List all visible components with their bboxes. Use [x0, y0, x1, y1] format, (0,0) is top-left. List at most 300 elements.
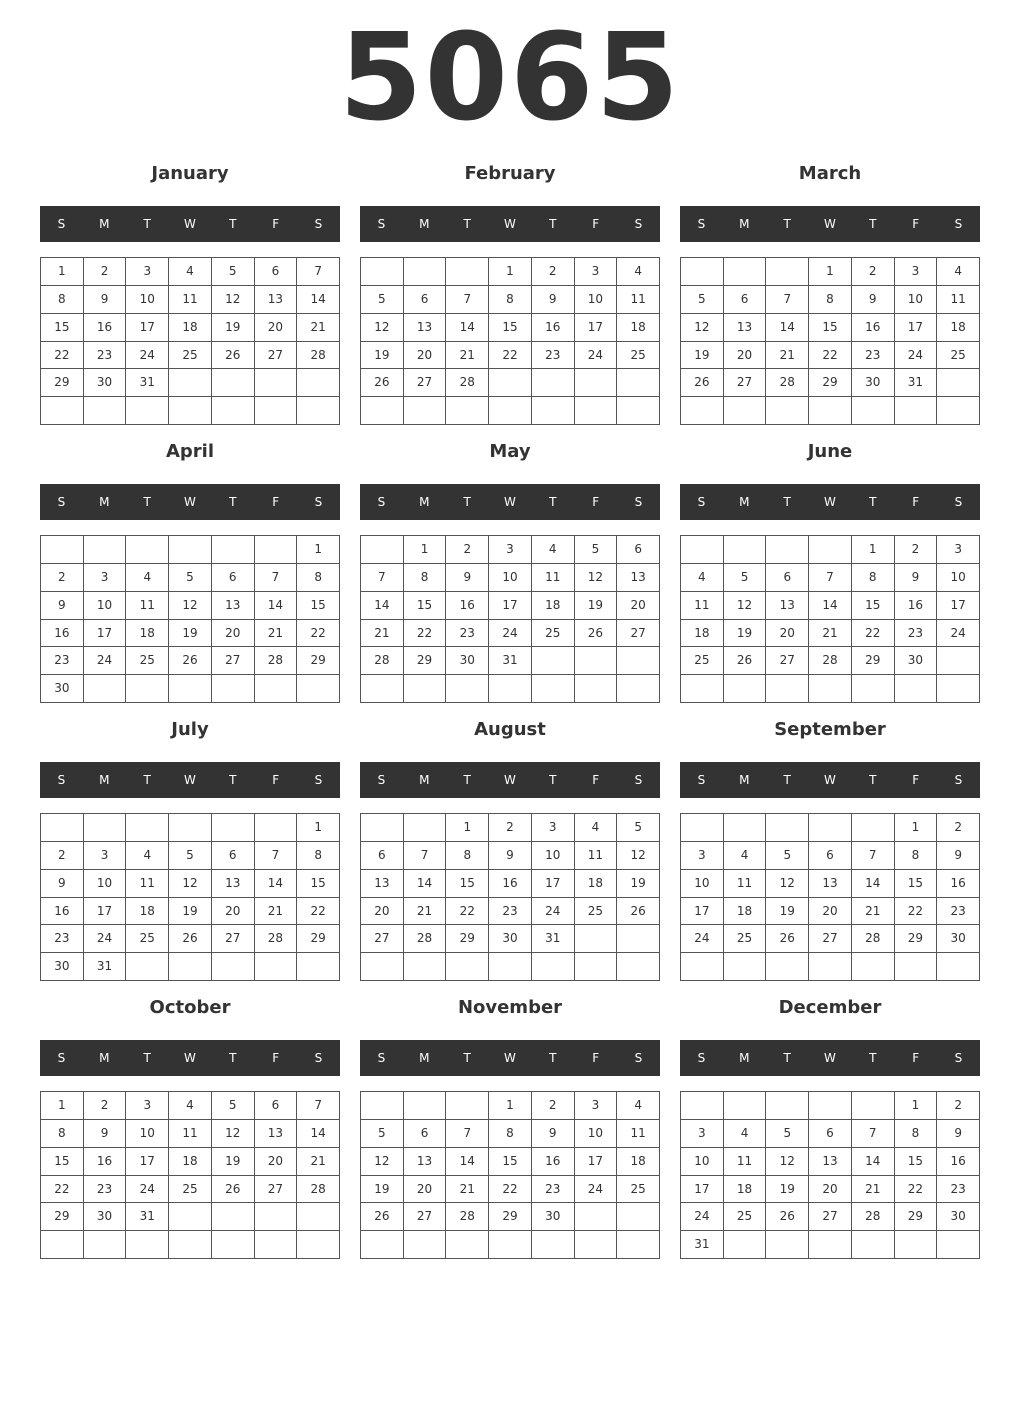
day-cell[interactable]: 11 [126, 592, 169, 620]
day-cell[interactable]: 7 [766, 286, 809, 314]
day-cell[interactable]: 27 [809, 925, 852, 953]
day-cell[interactable]: 10 [895, 286, 938, 314]
day-cell[interactable]: 13 [212, 592, 255, 620]
day-cell[interactable]: 18 [126, 620, 169, 648]
day-cell[interactable]: 30 [41, 953, 84, 981]
day-cell[interactable]: 26 [212, 1176, 255, 1204]
day-cell[interactable]: 17 [126, 314, 169, 342]
day-cell[interactable]: 19 [575, 592, 618, 620]
day-cell[interactable]: 8 [297, 842, 340, 870]
day-cell[interactable]: 6 [617, 536, 660, 564]
day-cell[interactable]: 24 [681, 925, 724, 953]
day-cell[interactable]: 16 [41, 620, 84, 648]
day-cell[interactable]: 22 [809, 342, 852, 370]
day-cell[interactable]: 29 [446, 925, 489, 953]
day-cell[interactable]: 24 [937, 620, 980, 648]
day-cell[interactable]: 4 [126, 842, 169, 870]
day-cell[interactable]: 10 [489, 564, 532, 592]
day-cell[interactable]: 19 [766, 898, 809, 926]
day-cell[interactable]: 11 [169, 286, 212, 314]
day-cell[interactable]: 13 [766, 592, 809, 620]
day-cell[interactable]: 10 [937, 564, 980, 592]
day-cell[interactable]: 27 [404, 369, 447, 397]
day-cell[interactable]: 12 [724, 592, 767, 620]
day-cell[interactable]: 2 [41, 842, 84, 870]
day-cell[interactable]: 12 [575, 564, 618, 592]
day-cell[interactable]: 12 [169, 592, 212, 620]
day-cell[interactable]: 13 [809, 870, 852, 898]
day-cell[interactable]: 15 [489, 314, 532, 342]
day-cell[interactable]: 25 [937, 342, 980, 370]
day-cell[interactable]: 6 [212, 564, 255, 592]
day-cell[interactable]: 6 [809, 842, 852, 870]
day-cell[interactable]: 7 [255, 842, 298, 870]
day-cell[interactable]: 3 [126, 258, 169, 286]
day-cell[interactable]: 24 [681, 1203, 724, 1231]
day-cell[interactable]: 1 [297, 536, 340, 564]
day-cell[interactable]: 24 [575, 342, 618, 370]
day-cell[interactable]: 5 [766, 1120, 809, 1148]
day-cell[interactable]: 24 [532, 898, 575, 926]
day-cell[interactable]: 18 [681, 620, 724, 648]
day-cell[interactable]: 19 [361, 1176, 404, 1204]
day-cell[interactable]: 21 [446, 1176, 489, 1204]
day-cell[interactable]: 17 [681, 1176, 724, 1204]
day-cell[interactable]: 3 [575, 258, 618, 286]
day-cell[interactable]: 27 [617, 620, 660, 648]
day-cell[interactable]: 12 [361, 314, 404, 342]
day-cell[interactable]: 27 [361, 925, 404, 953]
day-cell[interactable]: 17 [937, 592, 980, 620]
day-cell[interactable]: 16 [852, 314, 895, 342]
day-cell[interactable]: 27 [255, 1176, 298, 1204]
day-cell[interactable]: 8 [809, 286, 852, 314]
day-cell[interactable]: 19 [169, 620, 212, 648]
day-cell[interactable]: 23 [852, 342, 895, 370]
day-cell[interactable]: 14 [446, 1148, 489, 1176]
day-cell[interactable]: 28 [852, 1203, 895, 1231]
day-cell[interactable]: 3 [681, 1120, 724, 1148]
day-cell[interactable]: 7 [852, 842, 895, 870]
day-cell[interactable]: 16 [489, 870, 532, 898]
day-cell[interactable]: 25 [126, 925, 169, 953]
day-cell[interactable]: 15 [489, 1148, 532, 1176]
day-cell[interactable]: 18 [169, 314, 212, 342]
day-cell[interactable]: 30 [446, 647, 489, 675]
day-cell[interactable]: 2 [852, 258, 895, 286]
day-cell[interactable]: 23 [446, 620, 489, 648]
day-cell[interactable]: 14 [766, 314, 809, 342]
day-cell[interactable]: 20 [809, 898, 852, 926]
day-cell[interactable]: 25 [169, 342, 212, 370]
day-cell[interactable]: 18 [724, 1176, 767, 1204]
day-cell[interactable]: 15 [895, 870, 938, 898]
day-cell[interactable]: 3 [84, 564, 127, 592]
day-cell[interactable]: 1 [809, 258, 852, 286]
day-cell[interactable]: 1 [895, 814, 938, 842]
day-cell[interactable]: 26 [681, 369, 724, 397]
day-cell[interactable]: 18 [724, 898, 767, 926]
day-cell[interactable]: 5 [212, 258, 255, 286]
day-cell[interactable]: 4 [617, 258, 660, 286]
day-cell[interactable]: 16 [446, 592, 489, 620]
day-cell[interactable]: 14 [852, 1148, 895, 1176]
day-cell[interactable]: 28 [297, 342, 340, 370]
day-cell[interactable]: 13 [255, 1120, 298, 1148]
day-cell[interactable]: 28 [446, 369, 489, 397]
day-cell[interactable]: 22 [895, 898, 938, 926]
day-cell[interactable]: 28 [809, 647, 852, 675]
day-cell[interactable]: 31 [895, 369, 938, 397]
day-cell[interactable]: 29 [297, 925, 340, 953]
day-cell[interactable]: 15 [41, 314, 84, 342]
day-cell[interactable]: 20 [404, 342, 447, 370]
day-cell[interactable]: 29 [41, 1203, 84, 1231]
day-cell[interactable]: 14 [297, 286, 340, 314]
day-cell[interactable]: 22 [297, 898, 340, 926]
day-cell[interactable]: 24 [126, 1176, 169, 1204]
day-cell[interactable]: 31 [489, 647, 532, 675]
day-cell[interactable]: 7 [446, 286, 489, 314]
day-cell[interactable]: 11 [724, 870, 767, 898]
day-cell[interactable]: 9 [532, 1120, 575, 1148]
day-cell[interactable]: 28 [297, 1176, 340, 1204]
day-cell[interactable]: 7 [852, 1120, 895, 1148]
day-cell[interactable]: 6 [255, 258, 298, 286]
day-cell[interactable]: 9 [446, 564, 489, 592]
day-cell[interactable]: 20 [617, 592, 660, 620]
day-cell[interactable]: 4 [724, 842, 767, 870]
day-cell[interactable]: 2 [532, 258, 575, 286]
day-cell[interactable]: 10 [575, 286, 618, 314]
day-cell[interactable]: 20 [212, 898, 255, 926]
day-cell[interactable]: 11 [169, 1120, 212, 1148]
day-cell[interactable]: 20 [766, 620, 809, 648]
day-cell[interactable]: 13 [361, 870, 404, 898]
day-cell[interactable]: 9 [84, 286, 127, 314]
day-cell[interactable]: 2 [489, 814, 532, 842]
day-cell[interactable]: 4 [575, 814, 618, 842]
day-cell[interactable]: 30 [852, 369, 895, 397]
day-cell[interactable]: 23 [41, 925, 84, 953]
day-cell[interactable]: 6 [212, 842, 255, 870]
day-cell[interactable]: 3 [937, 536, 980, 564]
day-cell[interactable]: 22 [404, 620, 447, 648]
day-cell[interactable]: 4 [169, 1092, 212, 1120]
day-cell[interactable]: 9 [852, 286, 895, 314]
day-cell[interactable]: 21 [809, 620, 852, 648]
day-cell[interactable]: 21 [297, 314, 340, 342]
day-cell[interactable]: 26 [575, 620, 618, 648]
day-cell[interactable]: 2 [937, 814, 980, 842]
day-cell[interactable]: 11 [617, 1120, 660, 1148]
day-cell[interactable]: 20 [809, 1176, 852, 1204]
day-cell[interactable]: 6 [404, 1120, 447, 1148]
day-cell[interactable]: 13 [404, 1148, 447, 1176]
day-cell[interactable]: 10 [84, 870, 127, 898]
day-cell[interactable]: 5 [766, 842, 809, 870]
day-cell[interactable]: 10 [681, 1148, 724, 1176]
day-cell[interactable]: 28 [404, 925, 447, 953]
day-cell[interactable]: 7 [255, 564, 298, 592]
day-cell[interactable]: 14 [809, 592, 852, 620]
day-cell[interactable]: 28 [446, 1203, 489, 1231]
day-cell[interactable]: 5 [361, 286, 404, 314]
day-cell[interactable]: 19 [361, 342, 404, 370]
day-cell[interactable]: 2 [446, 536, 489, 564]
day-cell[interactable]: 2 [41, 564, 84, 592]
day-cell[interactable]: 4 [126, 564, 169, 592]
day-cell[interactable]: 7 [809, 564, 852, 592]
day-cell[interactable]: 1 [852, 536, 895, 564]
day-cell[interactable]: 8 [489, 1120, 532, 1148]
day-cell[interactable]: 8 [41, 1120, 84, 1148]
day-cell[interactable]: 9 [895, 564, 938, 592]
day-cell[interactable]: 17 [532, 870, 575, 898]
day-cell[interactable]: 21 [255, 620, 298, 648]
day-cell[interactable]: 30 [84, 1203, 127, 1231]
day-cell[interactable]: 3 [84, 842, 127, 870]
day-cell[interactable]: 14 [297, 1120, 340, 1148]
day-cell[interactable]: 29 [895, 1203, 938, 1231]
day-cell[interactable]: 28 [852, 925, 895, 953]
day-cell[interactable]: 25 [681, 647, 724, 675]
day-cell[interactable]: 6 [809, 1120, 852, 1148]
day-cell[interactable]: 22 [297, 620, 340, 648]
day-cell[interactable]: 15 [852, 592, 895, 620]
day-cell[interactable]: 17 [575, 1148, 618, 1176]
day-cell[interactable]: 21 [404, 898, 447, 926]
day-cell[interactable]: 20 [361, 898, 404, 926]
day-cell[interactable]: 12 [681, 314, 724, 342]
day-cell[interactable]: 16 [895, 592, 938, 620]
day-cell[interactable]: 19 [169, 898, 212, 926]
day-cell[interactable]: 18 [532, 592, 575, 620]
day-cell[interactable]: 12 [169, 870, 212, 898]
day-cell[interactable]: 14 [404, 870, 447, 898]
day-cell[interactable]: 5 [575, 536, 618, 564]
day-cell[interactable]: 18 [126, 898, 169, 926]
day-cell[interactable]: 9 [532, 286, 575, 314]
day-cell[interactable]: 31 [126, 369, 169, 397]
day-cell[interactable]: 14 [255, 592, 298, 620]
day-cell[interactable]: 2 [84, 258, 127, 286]
day-cell[interactable]: 16 [937, 1148, 980, 1176]
day-cell[interactable]: 30 [937, 1203, 980, 1231]
day-cell[interactable]: 6 [724, 286, 767, 314]
day-cell[interactable]: 25 [532, 620, 575, 648]
day-cell[interactable]: 2 [895, 536, 938, 564]
day-cell[interactable]: 25 [575, 898, 618, 926]
day-cell[interactable]: 26 [212, 342, 255, 370]
day-cell[interactable]: 17 [84, 898, 127, 926]
day-cell[interactable]: 8 [41, 286, 84, 314]
day-cell[interactable]: 30 [532, 1203, 575, 1231]
day-cell[interactable]: 13 [255, 286, 298, 314]
day-cell[interactable]: 27 [212, 647, 255, 675]
day-cell[interactable]: 28 [255, 925, 298, 953]
day-cell[interactable]: 5 [724, 564, 767, 592]
day-cell[interactable]: 5 [169, 564, 212, 592]
day-cell[interactable]: 21 [361, 620, 404, 648]
day-cell[interactable]: 11 [937, 286, 980, 314]
day-cell[interactable]: 20 [255, 314, 298, 342]
day-cell[interactable]: 1 [41, 258, 84, 286]
day-cell[interactable]: 24 [895, 342, 938, 370]
day-cell[interactable]: 15 [297, 592, 340, 620]
day-cell[interactable]: 18 [617, 1148, 660, 1176]
day-cell[interactable]: 13 [617, 564, 660, 592]
day-cell[interactable]: 29 [809, 369, 852, 397]
day-cell[interactable]: 15 [446, 870, 489, 898]
day-cell[interactable]: 6 [255, 1092, 298, 1120]
day-cell[interactable]: 14 [361, 592, 404, 620]
day-cell[interactable]: 27 [809, 1203, 852, 1231]
day-cell[interactable]: 17 [575, 314, 618, 342]
day-cell[interactable]: 23 [937, 1176, 980, 1204]
day-cell[interactable]: 22 [446, 898, 489, 926]
day-cell[interactable]: 16 [937, 870, 980, 898]
day-cell[interactable]: 26 [361, 1203, 404, 1231]
day-cell[interactable]: 9 [41, 592, 84, 620]
day-cell[interactable]: 26 [617, 898, 660, 926]
day-cell[interactable]: 20 [255, 1148, 298, 1176]
day-cell[interactable]: 22 [41, 342, 84, 370]
day-cell[interactable]: 16 [84, 314, 127, 342]
day-cell[interactable]: 9 [84, 1120, 127, 1148]
day-cell[interactable]: 19 [212, 1148, 255, 1176]
day-cell[interactable]: 27 [724, 369, 767, 397]
day-cell[interactable]: 11 [575, 842, 618, 870]
day-cell[interactable]: 6 [766, 564, 809, 592]
day-cell[interactable]: 29 [404, 647, 447, 675]
day-cell[interactable]: 27 [404, 1203, 447, 1231]
day-cell[interactable]: 12 [361, 1148, 404, 1176]
day-cell[interactable]: 11 [724, 1148, 767, 1176]
day-cell[interactable]: 26 [766, 925, 809, 953]
day-cell[interactable]: 13 [724, 314, 767, 342]
day-cell[interactable]: 8 [895, 1120, 938, 1148]
day-cell[interactable]: 26 [766, 1203, 809, 1231]
day-cell[interactable]: 10 [681, 870, 724, 898]
day-cell[interactable]: 29 [895, 925, 938, 953]
day-cell[interactable]: 26 [169, 647, 212, 675]
day-cell[interactable]: 22 [895, 1176, 938, 1204]
day-cell[interactable]: 25 [724, 925, 767, 953]
day-cell[interactable]: 19 [212, 314, 255, 342]
day-cell[interactable]: 29 [489, 1203, 532, 1231]
day-cell[interactable]: 5 [681, 286, 724, 314]
day-cell[interactable]: 8 [404, 564, 447, 592]
day-cell[interactable]: 22 [41, 1176, 84, 1204]
day-cell[interactable]: 7 [361, 564, 404, 592]
day-cell[interactable]: 10 [532, 842, 575, 870]
day-cell[interactable]: 14 [446, 314, 489, 342]
day-cell[interactable]: 22 [489, 1176, 532, 1204]
day-cell[interactable]: 22 [852, 620, 895, 648]
day-cell[interactable]: 8 [489, 286, 532, 314]
day-cell[interactable]: 31 [126, 1203, 169, 1231]
day-cell[interactable]: 20 [212, 620, 255, 648]
day-cell[interactable]: 4 [724, 1120, 767, 1148]
day-cell[interactable]: 17 [489, 592, 532, 620]
day-cell[interactable]: 30 [937, 925, 980, 953]
day-cell[interactable]: 9 [489, 842, 532, 870]
day-cell[interactable]: 8 [446, 842, 489, 870]
day-cell[interactable]: 28 [361, 647, 404, 675]
day-cell[interactable]: 19 [724, 620, 767, 648]
day-cell[interactable]: 8 [895, 842, 938, 870]
day-cell[interactable]: 3 [575, 1092, 618, 1120]
day-cell[interactable]: 13 [809, 1148, 852, 1176]
day-cell[interactable]: 18 [169, 1148, 212, 1176]
day-cell[interactable]: 6 [361, 842, 404, 870]
day-cell[interactable]: 18 [575, 870, 618, 898]
day-cell[interactable]: 29 [41, 369, 84, 397]
day-cell[interactable]: 30 [84, 369, 127, 397]
day-cell[interactable]: 30 [489, 925, 532, 953]
day-cell[interactable]: 25 [126, 647, 169, 675]
day-cell[interactable]: 29 [297, 647, 340, 675]
day-cell[interactable]: 21 [852, 898, 895, 926]
day-cell[interactable]: 7 [297, 1092, 340, 1120]
day-cell[interactable]: 1 [446, 814, 489, 842]
day-cell[interactable]: 9 [41, 870, 84, 898]
day-cell[interactable]: 26 [169, 925, 212, 953]
day-cell[interactable]: 4 [681, 564, 724, 592]
day-cell[interactable]: 25 [724, 1203, 767, 1231]
day-cell[interactable]: 25 [169, 1176, 212, 1204]
day-cell[interactable]: 2 [937, 1092, 980, 1120]
day-cell[interactable]: 15 [41, 1148, 84, 1176]
day-cell[interactable]: 17 [126, 1148, 169, 1176]
day-cell[interactable]: 23 [41, 647, 84, 675]
day-cell[interactable]: 2 [532, 1092, 575, 1120]
day-cell[interactable]: 11 [126, 870, 169, 898]
day-cell[interactable]: 27 [766, 647, 809, 675]
day-cell[interactable]: 20 [404, 1176, 447, 1204]
day-cell[interactable]: 21 [446, 342, 489, 370]
day-cell[interactable]: 23 [532, 342, 575, 370]
day-cell[interactable]: 26 [724, 647, 767, 675]
day-cell[interactable]: 7 [446, 1120, 489, 1148]
day-cell[interactable]: 12 [617, 842, 660, 870]
day-cell[interactable]: 23 [84, 342, 127, 370]
day-cell[interactable]: 3 [489, 536, 532, 564]
day-cell[interactable]: 28 [255, 647, 298, 675]
day-cell[interactable]: 1 [41, 1092, 84, 1120]
day-cell[interactable]: 24 [84, 925, 127, 953]
day-cell[interactable]: 11 [532, 564, 575, 592]
day-cell[interactable]: 31 [681, 1231, 724, 1259]
day-cell[interactable]: 24 [126, 342, 169, 370]
day-cell[interactable]: 14 [255, 870, 298, 898]
day-cell[interactable]: 31 [532, 925, 575, 953]
day-cell[interactable]: 30 [41, 675, 84, 703]
day-cell[interactable]: 3 [895, 258, 938, 286]
day-cell[interactable]: 4 [532, 536, 575, 564]
day-cell[interactable]: 10 [126, 286, 169, 314]
day-cell[interactable]: 4 [937, 258, 980, 286]
day-cell[interactable]: 24 [84, 647, 127, 675]
day-cell[interactable]: 8 [297, 564, 340, 592]
day-cell[interactable]: 1 [404, 536, 447, 564]
day-cell[interactable]: 2 [84, 1092, 127, 1120]
day-cell[interactable]: 21 [297, 1148, 340, 1176]
day-cell[interactable]: 22 [489, 342, 532, 370]
day-cell[interactable]: 21 [255, 898, 298, 926]
day-cell[interactable]: 9 [937, 842, 980, 870]
